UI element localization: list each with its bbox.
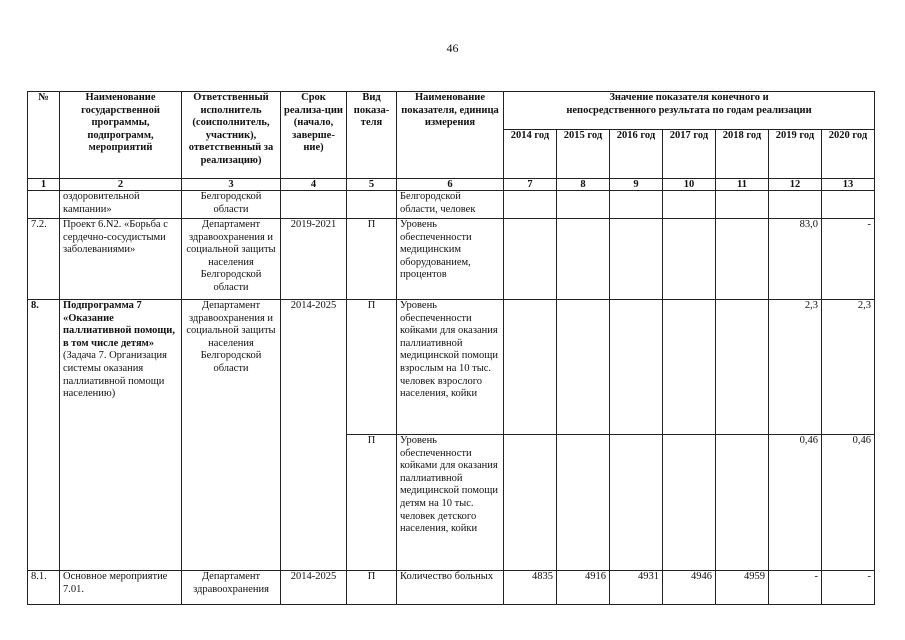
row-type: П xyxy=(347,300,397,435)
row-num xyxy=(28,191,60,219)
indicators-table xyxy=(27,91,875,605)
column-number: 11 xyxy=(716,179,769,191)
row-value xyxy=(557,219,610,300)
row-value xyxy=(716,219,769,300)
header-year: 2019 год xyxy=(769,130,822,179)
header-indicator: Наименование показателя, единица измерения xyxy=(397,92,504,179)
table-row xyxy=(28,191,875,219)
table-row xyxy=(28,571,875,605)
row-value: - xyxy=(822,219,875,300)
row-value xyxy=(716,191,769,219)
row-value: 4946 xyxy=(663,571,716,605)
row-value xyxy=(769,191,822,219)
column-number: 4 xyxy=(281,179,347,191)
row-indicator: Белгородской области, человек xyxy=(397,191,504,219)
column-number: 2 xyxy=(60,179,182,191)
row-executor: Департамент здравоохранения и социальной защиты населения Белгородской области xyxy=(182,300,281,571)
row-value: - xyxy=(822,571,875,605)
row-value: 4916 xyxy=(557,571,610,605)
column-number: 3 xyxy=(182,179,281,191)
row-value xyxy=(504,191,557,219)
column-number: 7 xyxy=(504,179,557,191)
header-num: № xyxy=(28,92,60,179)
row-value: 83,0 xyxy=(769,219,822,300)
row-executor: Белгородской области xyxy=(182,191,281,219)
row-value xyxy=(663,300,716,435)
subprogram-task: (Задача 7. Организация системы оказания паллиативной помощи населению) xyxy=(63,350,167,400)
header-values: Значение показателя конечного и непосредственного результата по годам реализации xyxy=(504,92,875,130)
row-name: Проект 6.N2. «Борьба с сердечно-сосудистыми заболеваниями» xyxy=(60,219,182,300)
header-year: 2017 год xyxy=(663,130,716,179)
header-year: 2020 год xyxy=(822,130,875,179)
row-value xyxy=(663,191,716,219)
header-term: Срок реализа-ции (начало, заверше-ние) xyxy=(281,92,347,179)
column-number: 6 xyxy=(397,179,504,191)
column-numbers-row xyxy=(28,179,875,191)
row-term: 2014-2025 xyxy=(281,571,347,605)
row-value xyxy=(557,300,610,435)
table-row xyxy=(28,300,875,435)
row-indicator: Уровень обеспеченности медицинским оборудованием, процентов xyxy=(397,219,504,300)
row-value xyxy=(663,435,716,571)
header-year: 2016 год xyxy=(610,130,663,179)
row-indicator: Уровень обеспеченности койками для оказания паллиативной медицинской помощи взрослым на 10 тыс. человек взрослого населения, койки xyxy=(397,300,504,435)
header-year: 2014 год xyxy=(504,130,557,179)
subprogram-title: Подпрограмма 7 «Оказание паллиативной помощи, в том числе детям» xyxy=(63,300,175,349)
row-value xyxy=(557,435,610,571)
row-indicator: Количество больных xyxy=(397,571,504,605)
row-executor: Департамент здравоохранения xyxy=(182,571,281,605)
header-year: 2018 год xyxy=(716,130,769,179)
column-number: 5 xyxy=(347,179,397,191)
row-type xyxy=(347,191,397,219)
row-value xyxy=(716,435,769,571)
column-number: 12 xyxy=(769,179,822,191)
row-name xyxy=(60,300,182,571)
row-type: П xyxy=(347,219,397,300)
row-value: 2,3 xyxy=(822,300,875,435)
table-row xyxy=(28,219,875,300)
column-number: 13 xyxy=(822,179,875,191)
row-value: 0,46 xyxy=(822,435,875,571)
row-value xyxy=(663,219,716,300)
row-num: 7.2. xyxy=(28,219,60,300)
row-value xyxy=(822,191,875,219)
row-term xyxy=(281,191,347,219)
page-number: 46 xyxy=(446,41,459,55)
row-value xyxy=(504,300,557,435)
header-type: Вид показа-теля xyxy=(347,92,397,179)
row-type: П xyxy=(347,571,397,605)
row-value xyxy=(557,191,610,219)
row-value xyxy=(504,219,557,300)
row-value: 4931 xyxy=(610,571,663,605)
row-value: - xyxy=(769,571,822,605)
row-term: 2019-2021 xyxy=(281,219,347,300)
column-number: 10 xyxy=(663,179,716,191)
row-value xyxy=(610,300,663,435)
row-name: Основное мероприятие 7.01. xyxy=(60,571,182,605)
row-indicator: Уровень обеспеченности койками для оказания паллиативной медицинской помощи детям на 10 тыс. человек детского населения, койки xyxy=(397,435,504,571)
row-value: 4835 xyxy=(504,571,557,605)
row-value xyxy=(610,435,663,571)
row-term: 2014-2025 xyxy=(281,300,347,571)
row-value: 4959 xyxy=(716,571,769,605)
column-number: 1 xyxy=(28,179,60,191)
row-value xyxy=(504,435,557,571)
row-type: П xyxy=(347,435,397,571)
row-num: 8. xyxy=(28,300,60,571)
row-value: 0,46 xyxy=(769,435,822,571)
row-value: 2,3 xyxy=(769,300,822,435)
row-value xyxy=(610,219,663,300)
column-number: 8 xyxy=(557,179,610,191)
header-year: 2015 год xyxy=(557,130,610,179)
row-executor: Департамент здравоохранения и социальной защиты населения Белгородской области xyxy=(182,219,281,300)
header-executor: Ответственный исполнитель (соисполнитель, участник), ответственный за реализацию) xyxy=(182,92,281,179)
row-num: 8.1. xyxy=(28,571,60,605)
header-name: Наименование государственной программы, подпрограмм, мероприятий xyxy=(60,92,182,179)
row-value xyxy=(716,300,769,435)
row-name: оздоровительной кампании» xyxy=(60,191,182,219)
row-value xyxy=(610,191,663,219)
column-number: 9 xyxy=(610,179,663,191)
